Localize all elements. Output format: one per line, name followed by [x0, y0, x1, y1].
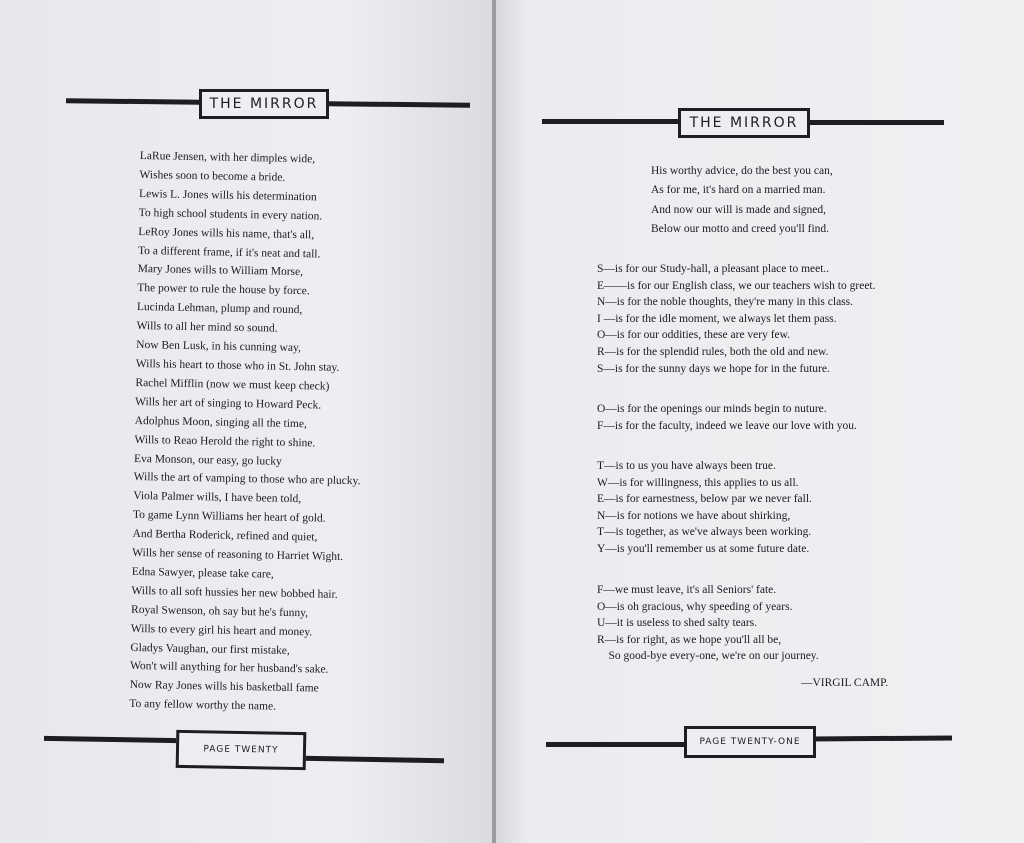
- poem-line: Mary Jones wills to William Morse,: [137, 263, 304, 279]
- page-footer: [176, 730, 307, 770]
- header-title: THE MIRROR: [689, 115, 799, 131]
- acrostic-stanza-seniors: [597, 261, 876, 377]
- left-page: [0, 0, 494, 843]
- poem-line: Gladys Vaughan, our first mistake,: [130, 641, 290, 657]
- acrostic-line: R—is for right, as we hope you'll all be,: [597, 633, 782, 646]
- poem-line: Wills the art of vamping to those who are plucky.: [133, 471, 361, 488]
- page-footer: [684, 726, 816, 758]
- acrostic-line: U—it is useless to shed salty tears.: [597, 617, 758, 630]
- acrostic-line: N—is for notions we have about shirking,: [597, 509, 791, 522]
- footer-rule-right: [302, 756, 444, 763]
- poem-line: Lucinda Lehman, plump and round,: [136, 301, 303, 317]
- acrostic-line: W—is for willingness, this applies to us all.: [597, 476, 799, 489]
- poem-line: LaRue Jensen, with her dimples wide,: [139, 149, 316, 166]
- poem-line: Wills to every girl his heart and money.: [130, 622, 313, 639]
- header-rule-left: [66, 98, 200, 104]
- acrostic-line: R—is for the splendid rules, both the old and new.: [597, 345, 829, 358]
- poem-line: Wishes soon to become a bride.: [139, 168, 286, 184]
- page-header: [199, 89, 329, 119]
- verse-line: As for me, it's hard on a married man.: [651, 184, 826, 197]
- poem-line: Wills to all her mind so sound.: [136, 320, 278, 335]
- footer-rule-left: [44, 736, 178, 743]
- poem-line: Eva Monson, our easy, go lucky: [133, 452, 282, 468]
- verse-line: And now our will is made and signed,: [651, 203, 827, 216]
- header-rule-right: [808, 120, 944, 125]
- header-rule-left: [542, 119, 678, 124]
- acrostic-line: T—is together, as we've always been working.: [597, 526, 812, 539]
- acrostic-line: E——is for our English class, we our teachers wish to greet.: [597, 279, 876, 292]
- poem-line: Now Ben Lusk, in his cunning way,: [136, 339, 302, 355]
- acrostic-line: O—is oh gracious, why speeding of years.: [597, 600, 793, 613]
- acrostic-stanza-of: [597, 401, 857, 434]
- page-header: [678, 108, 810, 138]
- acrostic-line: O—is for our oddities, these are very few.: [597, 329, 791, 342]
- poem-line: Wills her sense of reasoning to Harriet Wight.: [132, 546, 344, 564]
- intro-verse: [651, 162, 833, 239]
- poem-line: Edna Sawyer, please take care,: [131, 565, 274, 581]
- verse-line: Below our motto and creed you'll find.: [651, 222, 830, 235]
- footer-rule-left: [546, 742, 686, 747]
- poem-line: Royal Swenson, oh say but he's funny,: [131, 603, 309, 620]
- poem-line: Adolphus Moon, singing all the time,: [134, 414, 308, 430]
- verse-line: His worthy advice, do the best you can,: [651, 165, 833, 177]
- poem-line: Lewis L. Jones wills his determination: [138, 187, 317, 204]
- poem-line: To any fellow worthy the name.: [129, 698, 277, 713]
- poem-left: [129, 147, 367, 718]
- acrostic-line: T—is to us you have always been true.: [597, 460, 776, 472]
- acrostic-line: O—is for the openings our minds begin to nuture.: [597, 403, 827, 415]
- poem-line: Wills her art of singing to Howard Peck.: [134, 395, 322, 412]
- acrostic-line: F—we must leave, it's all Seniors' fate.: [597, 584, 777, 596]
- acrostic-line: E—is for earnestness, below par we never fall.: [597, 493, 812, 506]
- acrostic-stanza-four: [597, 582, 819, 665]
- poem-line: To high school students in every nation.: [138, 206, 323, 223]
- page-number: PAGE TWENTY: [203, 744, 279, 756]
- acrostic-line: S—is for our Study-hall, a pleasant place to meet..: [597, 263, 830, 275]
- acrostic-line: So good-bye every-one, we're on our journey.: [597, 650, 819, 663]
- poem-line: Viola Palmer wills, I have been told,: [133, 490, 302, 506]
- poem-line: To game Lynn Williams her heart of gold.: [132, 509, 326, 525]
- poem-line: To a different frame, if it's neat and tall.: [137, 244, 321, 261]
- header-title: THE MIRROR: [209, 96, 319, 112]
- acrostic-line: F—is for the faculty, indeed we leave our love with you.: [597, 419, 857, 432]
- acrostic-line: S—is for the sunny days we hope for in the future.: [597, 362, 830, 375]
- poem-line: Now Ray Jones wills his basketball fame: [129, 679, 319, 695]
- page-number: PAGE TWENTY-ONE: [699, 737, 801, 747]
- acrostic-line: N—is for the noble thoughts, they're many in this class.: [597, 296, 853, 309]
- poem-line: Rachel Mifflin (now we must keep check): [135, 376, 330, 393]
- acrostic-line: I —is for the idle moment, we always let them pass.: [597, 312, 837, 325]
- poem-line: Wills to all soft hussies her new bobbed hair.: [131, 584, 338, 601]
- acrostic-line: Y—is you'll remember us at some future date.: [597, 542, 810, 555]
- poem-line: Wills his heart to those who in St. John stay.: [135, 357, 340, 374]
- header-rule-right: [328, 101, 470, 107]
- acrostic-stanza-twenty: [597, 458, 812, 558]
- poem-line: Wills to Reao Herold the right to shine.: [134, 433, 316, 450]
- author-signature: —VIRGIL CAMP.: [801, 677, 889, 689]
- poem-line: LeRoy Jones wills his name, that's all,: [138, 225, 315, 241]
- right-page: [496, 0, 1024, 843]
- poem-line: And Bertha Roderick, refined and quiet,: [132, 528, 318, 544]
- footer-rule-right: [810, 736, 952, 742]
- poem-line: The power to rule the house by force.: [137, 282, 310, 298]
- poem-line: Won't will anything for her husband's sake.: [129, 660, 329, 677]
